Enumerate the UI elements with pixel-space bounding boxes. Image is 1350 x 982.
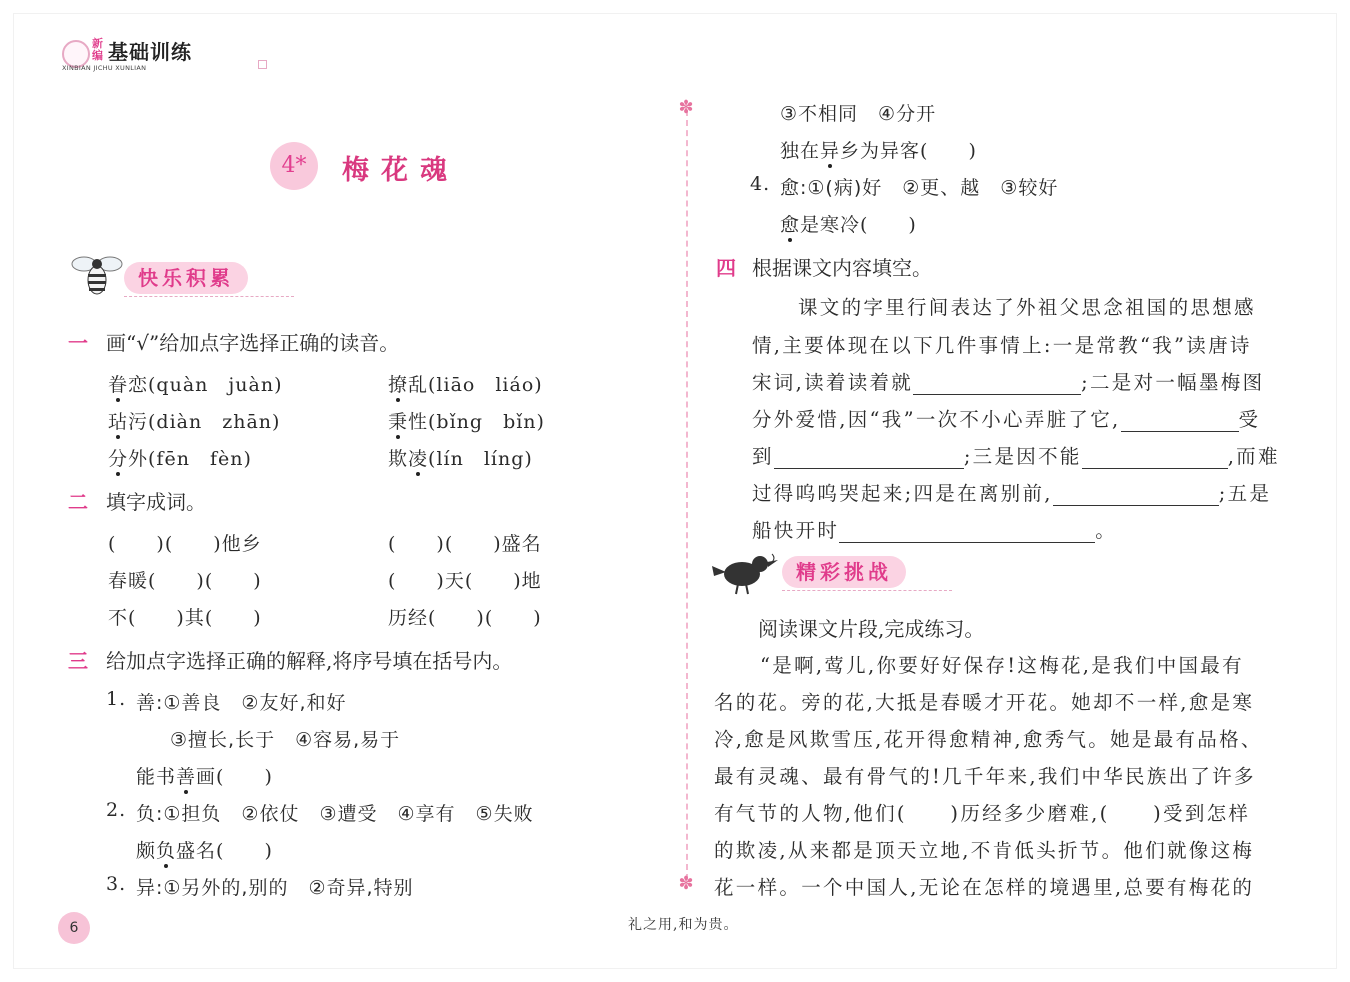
reading-line-4: 最有灵魂、最有骨气的!几千年来,我们中华民族出了许多 xyxy=(714,765,1256,788)
q1-item-2 xyxy=(388,370,543,397)
q4-line-6a: 过得呜呜哭起来;四是在离别前, xyxy=(752,482,1053,505)
banner-underline xyxy=(782,590,952,592)
q3-sub3-ex-post: 乡为异客( ) xyxy=(840,140,977,162)
q1-item-5-text: 外(fēn fèn) xyxy=(128,448,252,470)
q2-item-1: ( )( )他乡 xyxy=(108,533,262,555)
q3-sub1-example xyxy=(136,762,273,789)
q1-item-1-dotted: 眷 xyxy=(108,374,129,396)
q1-item-5-dotted: 分 xyxy=(108,448,129,470)
answer-blank[interactable] xyxy=(913,374,1081,395)
q1-item-4-text: 性(bǐng bǐn) xyxy=(408,411,545,433)
q3-sub4-example xyxy=(780,210,917,237)
q1-item-5 xyxy=(108,444,252,471)
q3-number: 三 xyxy=(68,649,88,673)
q4-number: 四 xyxy=(716,256,736,280)
logo-prefix: 新编 xyxy=(92,37,103,62)
q1-item-2-dotted: 撩 xyxy=(388,374,409,396)
happy-banner-label: 快乐积累 xyxy=(124,262,248,294)
flower-icon: ✽ xyxy=(678,97,694,118)
q3-sub3-example xyxy=(780,136,977,163)
answer-blank[interactable] xyxy=(839,522,1095,543)
q4-line-6 xyxy=(752,478,1271,506)
q4-line-3 xyxy=(752,367,1264,395)
answer-blank[interactable] xyxy=(1053,485,1219,506)
challenge-banner xyxy=(712,552,952,592)
q1-item-3-text: 污(diàn zhān) xyxy=(128,411,281,433)
q2-item-4: ( )天( )地 xyxy=(388,570,542,592)
lesson-number: 4* xyxy=(270,142,318,190)
q4-line-5 xyxy=(752,441,1280,469)
q2-prompt: 填字成词。 xyxy=(106,490,206,514)
q3-sub4-ex-post: 是寒冷( ) xyxy=(800,214,917,236)
q3-sub4-ex-dotted: 愈 xyxy=(780,214,801,236)
q4-line-4b: 受 xyxy=(1238,408,1261,431)
q1-prompt: 画“√”给加点字选择正确的读音。 xyxy=(106,331,400,355)
q1-item-6-dotted: 凌 xyxy=(408,448,429,470)
q4-line-7b: 。 xyxy=(1095,519,1118,542)
q4-line-7 xyxy=(752,515,1117,543)
q4-line-3a: 宋词,读着读着就 xyxy=(752,371,914,394)
q4-line-7a: 船快开时 xyxy=(752,519,840,542)
q3-sub1-def2: ③擅长,长于 ④容易,易于 xyxy=(170,729,401,751)
logo-subtitle: XINBIAN JICHU XUNLIAN xyxy=(62,64,147,72)
q1-item-4 xyxy=(388,407,545,434)
answer-blank[interactable] xyxy=(774,448,964,469)
happy-banner xyxy=(70,258,310,298)
q1-item-2-text: 乱(liāo liáo) xyxy=(408,374,543,396)
answer-blank[interactable] xyxy=(1121,411,1239,432)
q1-item-4-dotted: 秉 xyxy=(388,411,409,433)
reading-line-5: 有气节的人物,他们( )历经多少磨难,( )受到怎样 xyxy=(714,802,1251,825)
flower-icon: ✽ xyxy=(678,873,694,894)
q3-sub3-ex-dotted: 异 xyxy=(820,140,841,162)
q4-line-4 xyxy=(752,404,1260,432)
q1-item-6 xyxy=(388,444,533,471)
q4-line-1: 课文的字里行间表达了外祖父思念祖国的思想感 xyxy=(798,296,1256,319)
q4-line-4a: 分外爱惜,因“我”一次不小心弄脏了它, xyxy=(752,408,1121,431)
q3-sub2-example xyxy=(136,836,273,863)
column-divider xyxy=(686,110,688,880)
q3-sub1-ex-pre: 能书 xyxy=(136,766,177,788)
reading-line-3: 冷,愈是风欺雪压,花开得愈精神,愈秀气。她是最有品格、 xyxy=(714,728,1263,751)
q3-sub1-label: 1. xyxy=(106,688,127,710)
q1-item-3-dotted: 玷 xyxy=(108,411,129,433)
q1-item-1 xyxy=(108,370,283,397)
q3-sub1-ex-post: 画( ) xyxy=(196,766,273,788)
reading-line-2: 名的花。旁的花,大抵是春暖才开花。她却不一样,愈是寒 xyxy=(714,691,1255,714)
q3-sub4-label: 4. xyxy=(750,173,771,195)
challenge-banner-label: 精彩挑战 xyxy=(782,556,906,588)
q3-sub1-ex-dotted: 善 xyxy=(176,766,197,788)
reading-prompt: 阅读课文片段,完成练习。 xyxy=(758,617,985,641)
bee-icon xyxy=(70,252,124,300)
q3-sub2-ex-post: 盛名( ) xyxy=(176,840,273,862)
q1-item-3 xyxy=(108,407,280,434)
q2-item-6: 历经( )( ) xyxy=(388,607,542,629)
logo-box-icon xyxy=(258,60,267,69)
reading-line-6: 的欺凌,从来都是顶天立地,不肯低头折节。他们就像这梅 xyxy=(714,839,1255,862)
bird-icon xyxy=(712,550,782,598)
q4-line-3b: ;二是对一幅墨梅图 xyxy=(1081,371,1265,394)
q4-line-5b: ;三是因不能 xyxy=(963,445,1082,468)
page-number: 6 xyxy=(58,912,90,944)
q3-sub3-def1: 异:①另外的,别的 ②奇异,特别 xyxy=(136,877,414,899)
answer-blank[interactable] xyxy=(1082,448,1228,469)
q4-line-6b: ;五是 xyxy=(1218,482,1272,505)
lesson-title: 梅花魂 xyxy=(342,155,459,186)
reading-line-7: 花一样。一个中国人,无论在怎样的境遇里,总要有梅花的 xyxy=(714,876,1255,899)
q2-number: 二 xyxy=(68,490,88,514)
q3-sub2-ex-pre: 颇 xyxy=(136,840,157,862)
banner-underline xyxy=(124,296,294,298)
q3-sub2-label: 2. xyxy=(106,799,127,821)
q1-item-6-pre: 欺 xyxy=(388,448,409,470)
q3-sub2-def: 负:①担负 ②依仗 ③遭受 ④享有 ⑤失败 xyxy=(136,803,534,825)
q2-item-2: ( )( )盛名 xyxy=(388,533,542,555)
q1-number: 一 xyxy=(68,331,88,355)
q2-item-5: 不( )其( ) xyxy=(108,607,262,629)
q2-item-3: 春暖( )( ) xyxy=(108,570,262,592)
q3-sub3-label: 3. xyxy=(106,873,127,895)
reading-line-1: “是啊,莺儿,你要好好保存!这梅花,是我们中国最有 xyxy=(760,654,1244,677)
q4-line-5c: ,而难 xyxy=(1227,445,1280,468)
q3-sub4-def: 愈:①(病)好 ②更、越 ③较好 xyxy=(780,177,1059,199)
q3-sub2-ex-dotted: 负 xyxy=(156,840,177,862)
q1-item-1-text: 恋(quàn juàn) xyxy=(128,374,283,396)
q3-sub3-def2: ③不相同 ④分开 xyxy=(780,103,937,125)
logo-title: 基础训练 xyxy=(108,40,192,64)
q4-line-5a: 到 xyxy=(752,445,774,468)
footer-motto: 礼之用,和为贵。 xyxy=(628,917,739,933)
q3-prompt: 给加点字选择正确的解释,将序号填在括号内。 xyxy=(106,649,513,673)
q4-line-2: 情,主要体现在以下几件事情上:一是常教“我”读唐诗 xyxy=(752,334,1252,357)
q3-sub3-ex-pre: 独在 xyxy=(780,140,821,162)
q1-item-6-text: (lín líng) xyxy=(428,448,533,470)
q4-prompt: 根据课文内容填空。 xyxy=(752,256,932,280)
q3-sub1-def1: 善:①善良 ②友好,和好 xyxy=(136,692,347,714)
